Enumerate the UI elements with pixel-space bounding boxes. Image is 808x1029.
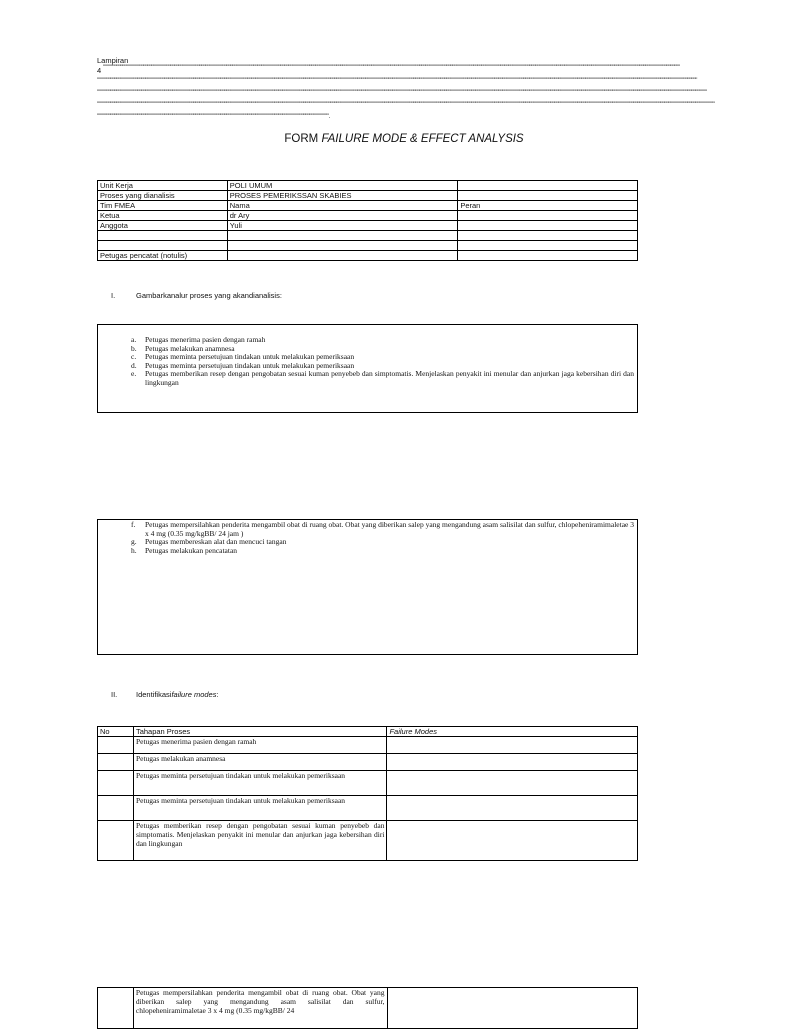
table-row bbox=[98, 241, 638, 251]
table-cell bbox=[98, 988, 134, 1029]
dotted-header-lines bbox=[103, 62, 713, 74]
section-2-label-italic: failure modes bbox=[171, 690, 217, 699]
form-title-prefix: FORM bbox=[284, 133, 322, 145]
table-cell: Petugas meminta persetujuan tindakan untuk melakukan pemeriksaan bbox=[133, 771, 387, 796]
list-text: Petugas meminta persetujuan tindakan untuk melakukan pemeriksaan bbox=[145, 360, 355, 370]
table-cell bbox=[98, 737, 134, 754]
process-list-2 bbox=[131, 521, 634, 555]
table-cell: Petugas meminta persetujuan tindakan untuk melakukan pemeriksaan bbox=[133, 796, 387, 821]
table-cell bbox=[387, 771, 638, 796]
list-text: Petugas menerima pasien dengan ramah bbox=[145, 335, 266, 344]
table-cell bbox=[458, 211, 638, 221]
lampiran-label: Lampiran bbox=[97, 56, 129, 65]
table-row bbox=[98, 771, 638, 796]
table-cell: Peran bbox=[458, 201, 638, 211]
table-cell bbox=[387, 796, 638, 821]
list-text: Petugas membereskan alat dan mencuci tangan bbox=[145, 537, 287, 546]
list-marker: d. bbox=[131, 360, 137, 370]
list-item bbox=[131, 370, 634, 387]
list-text: Petugas melakukan pencatatan bbox=[145, 545, 238, 555]
list-marker: e. bbox=[131, 369, 137, 378]
list-text: Petugas melakukan anamnesa bbox=[145, 343, 235, 353]
list-item bbox=[131, 521, 634, 538]
table-cell: POLI UMUM bbox=[227, 181, 458, 191]
dotted-line: """""""""""""""""""""""""""""""""""""""""""""""""""""""""""""""""""""""""""""""""""""""""""""""""""""""""""""""""""""""". bbox=[97, 114, 331, 120]
table-cell: Petugas mempersilahkan penderita mengambil obat di ruang obat. Obat yang diberikan salep yang mengandung asam salisilat dan sulfur, chlopeheniramimaletae 3 x 4 mg (0.35 mg/kgBB/ 24 bbox=[133, 988, 387, 1029]
table-cell bbox=[387, 737, 638, 754]
header-failure-modes: Failure Modes bbox=[387, 727, 638, 737]
table-row bbox=[98, 211, 638, 221]
dotted-line: """"""""""""""""""""""""""""""""""""""""""""""""""""""""""""""""""""""""""""""""""""""""""""""""""""""""""""""""""""""""""""""""""""""""""""""""""""""""""""""""""""""""""""""""""""""""""""""""""""""""""""""""""""""""""""""""""""""""""""""""""""""""""""""""""""""""""""""""""""""""""""""""""""""""""" bbox=[103, 65, 681, 71]
table-cell bbox=[458, 181, 638, 191]
list-marker: a. bbox=[131, 335, 137, 344]
table-cell: Unit Kerja bbox=[98, 181, 228, 191]
list-text: Petugas mempersilahkan penderita mengambil obat di ruang obat. Obat yang diberikan salep yang mengandung asam salisilat dan sulfur, chlopeheniramimaletae 3 x 4 mg (0.35 mg/kgBB/ 24 jam ) bbox=[145, 520, 634, 538]
dotted-line: """""""""""""""""""""""""""""""""""""""""""""""""""""""""""""""""""""""""""""""""""""""""""""""""""""""""""""""""""""""""""""""""""""""""""""""""""""""""""""""""""""""""""""""""""""""""""""""""""""""""""""""""""""""""""""""""""""""""""""""""""""""""""""""""""""""""""""""""""""""""""""""""""""""""""""""""""""""""""""""" bbox=[97, 102, 715, 108]
table-row bbox=[98, 796, 638, 821]
table-cell bbox=[458, 221, 638, 231]
table-cell: Ketua bbox=[98, 211, 228, 221]
info-table bbox=[97, 180, 638, 261]
table-cell: Yuli bbox=[227, 221, 458, 231]
table-row bbox=[98, 191, 638, 201]
list-marker: c. bbox=[131, 352, 137, 361]
dotted-block bbox=[97, 75, 713, 123]
dotted-line: """""""""""""""""""""""""""""""""""""""""""""""""""""""""""""""""""""""""""""""""""""""""""""""""""""""""""""""""""""""""""""""""""""""""""""""""""""""""""""""""""""""""""""""""""""""""""""""""""""""""""""""""""""""""""""""""""""""""""""""""""""""""""""""""""""""""""""""""""""""""""""""""""""""""""""""""""""""""""" bbox=[97, 90, 707, 96]
table-row bbox=[98, 251, 638, 261]
list-marker: f. bbox=[131, 520, 136, 529]
header-no: No bbox=[98, 727, 134, 737]
table-row bbox=[98, 181, 638, 191]
table-cell bbox=[227, 241, 458, 251]
form-title-italic: FAILURE MODE & EFFECT ANALYSIS bbox=[321, 133, 524, 145]
table-cell bbox=[98, 796, 134, 821]
dotted-line: """"""""""""""""""""""""""""""""""""""""""""""""""""""""""""""""""""""""""""""""""""""""""""""""""""""""""""""""""""""""""""""""""""""""""""""""""""""""""""""""""""""""""""""""""""""""""""""""""""""""""""""""""""""""""""""""""""""""""""""""""""""""""""""""""""""""""""""""""""""""""""""""""""""""""""""""""""""" bbox=[97, 78, 698, 84]
process-box-1 bbox=[97, 324, 638, 413]
header-tahapan: Tahapan Proses bbox=[133, 727, 387, 737]
table-cell bbox=[227, 231, 458, 241]
table-row bbox=[98, 737, 638, 754]
process-list-1 bbox=[131, 336, 634, 387]
table-cell bbox=[387, 821, 638, 861]
table-cell: Anggota bbox=[98, 221, 228, 231]
table-cell bbox=[98, 231, 228, 241]
form-title bbox=[0, 133, 808, 145]
table-cell bbox=[458, 251, 638, 261]
table-row bbox=[98, 231, 638, 241]
table-cell: Proses yang dianalisis bbox=[98, 191, 228, 201]
table-row bbox=[98, 221, 638, 231]
section-1-number: I. bbox=[111, 291, 116, 300]
table-cell: Petugas pencatat (notulis) bbox=[98, 251, 228, 261]
process-box-2 bbox=[97, 519, 638, 655]
section-2-number: II. bbox=[111, 690, 118, 699]
list-marker: h. bbox=[131, 545, 137, 555]
table-cell: Nama bbox=[227, 201, 458, 211]
section-1-label: Gambarkanalur proses yang akandianalisis: bbox=[136, 291, 282, 300]
list-marker: g. bbox=[131, 537, 137, 546]
section-2-label bbox=[136, 690, 219, 699]
list-text: Petugas memberikan resep dengan pengobatan sesuai kuman penyebeb dan simptomatis. Menjelaskan penyakit ini menular dan anjurkan jaga kebersihan diri dan lingkungan bbox=[145, 369, 634, 387]
table-cell bbox=[387, 988, 637, 1029]
failure-modes-table-continued bbox=[97, 987, 638, 1029]
table-cell bbox=[458, 241, 638, 251]
table-row bbox=[98, 201, 638, 211]
list-item bbox=[131, 547, 634, 556]
table-cell bbox=[227, 251, 458, 261]
table-cell: dr Ary bbox=[227, 211, 458, 221]
table-header-row bbox=[98, 727, 638, 737]
list-marker: b. bbox=[131, 343, 137, 353]
table-cell bbox=[458, 231, 638, 241]
table-cell: PROSES PEMERIKSSAN SKABIES bbox=[227, 191, 458, 201]
table-cell bbox=[98, 754, 134, 771]
table-row bbox=[98, 988, 638, 1029]
table-cell bbox=[98, 821, 134, 861]
lampiran-number: 4 bbox=[97, 66, 102, 75]
section-2-label-plain: Identifikasi bbox=[136, 690, 172, 699]
table-cell bbox=[387, 754, 638, 771]
table-cell bbox=[458, 191, 638, 201]
table-row bbox=[98, 754, 638, 771]
table-cell: Petugas melakukan anamnesa bbox=[133, 754, 387, 771]
table-cell: Tim FMEA bbox=[98, 201, 228, 211]
table-cell: Petugas menerima pasien dengan ramah bbox=[133, 737, 387, 754]
table-cell bbox=[98, 771, 134, 796]
table-cell bbox=[98, 241, 228, 251]
table-cell: Petugas memberikan resep dengan pengobatan sesuai kuman penyebeb dan simptomatis. Menjelaskan penyakit ini menular dan anjurkan jaga kebersihan diri dan lingkungan bbox=[133, 821, 387, 861]
list-text: Petugas meminta persetujuan tindakan untuk melakukan pemeriksaan bbox=[145, 352, 355, 361]
section-2-label-end: : bbox=[216, 690, 219, 699]
failure-modes-table bbox=[97, 726, 638, 861]
table-row bbox=[98, 821, 638, 861]
